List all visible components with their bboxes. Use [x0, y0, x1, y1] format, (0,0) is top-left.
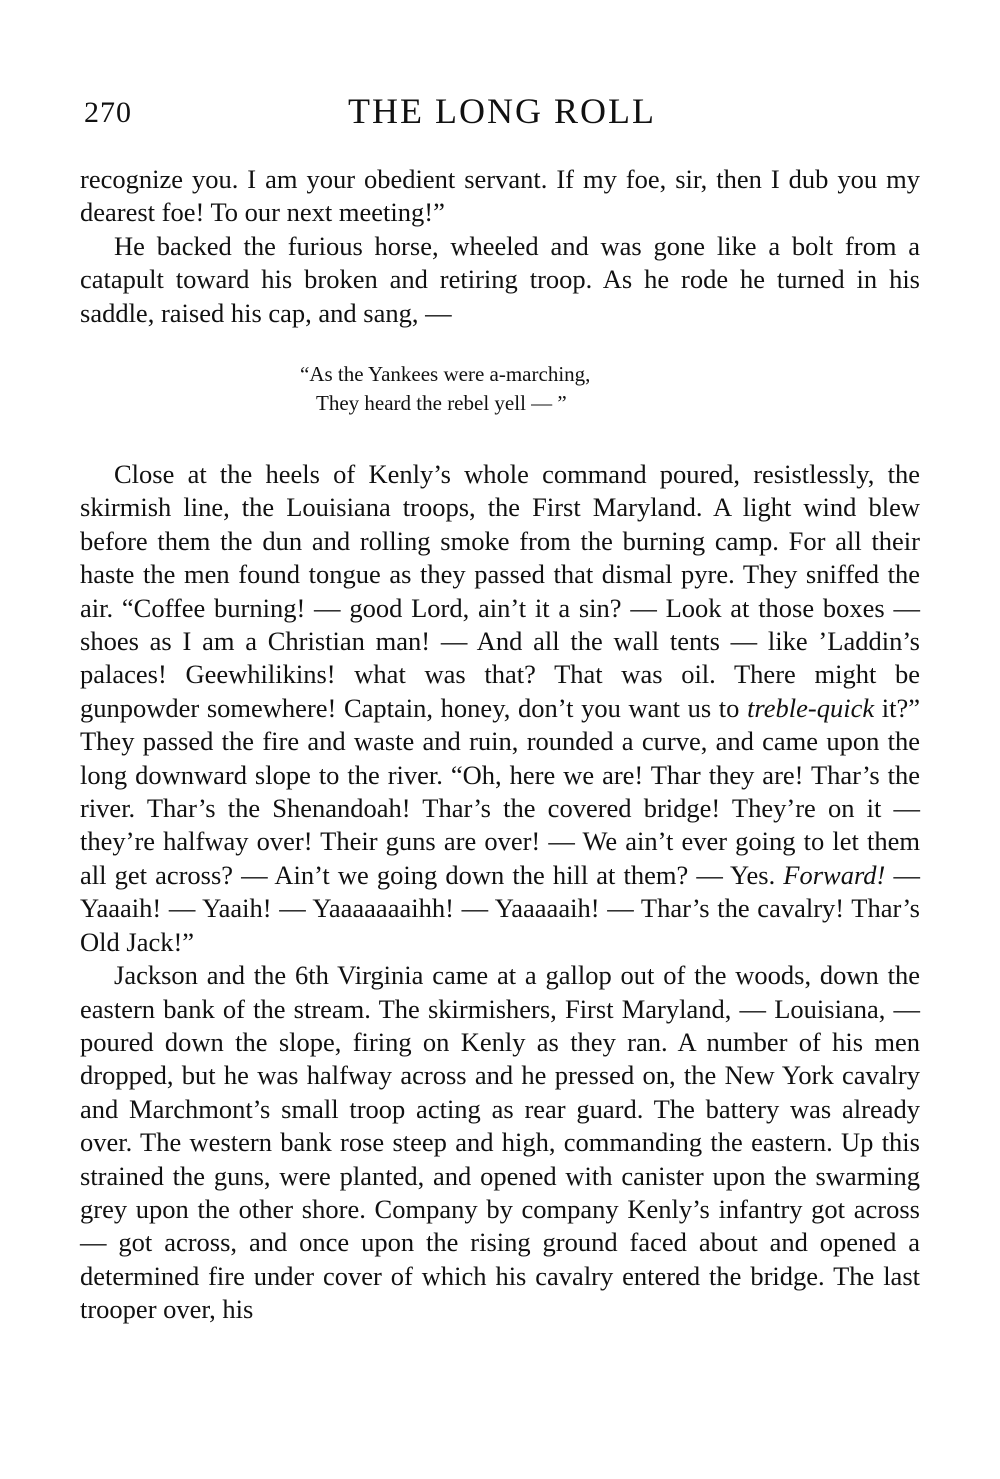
text-block-main	[80, 458, 920, 1327]
running-title: THE LONG ROLL	[348, 91, 656, 131]
paragraph-text: — Yaaaih! — Yaaih! — Yaaaaaaaihh! — Yaaaaaih! — Thar’s the cavalry! Thar’s Old Jack!”	[80, 859, 920, 957]
page-number: 270	[84, 96, 132, 129]
italic-text: Forward!	[783, 859, 886, 890]
paragraph-text: it?” They passed the fire and waste and ruin, rounded a curve, and came upon the long downward slope to the river. “Oh, here we are! Thar they are! Thar’s the river. Thar’s the Shenandoah! Thar’s the covered bridge! They’re on it — they’re halfway over! Their guns are over! — We ain’t ever going to let them all get across? — Ain’t we going down the hill at them? — Yes.	[80, 692, 920, 890]
text-block-top	[80, 163, 920, 330]
page-header	[84, 86, 920, 138]
italic-text: treble-quick	[747, 692, 875, 723]
paragraph-text: Close at the heels of Kenly’s whole command poured, resistlessly, the skirmish line, the Louisiana troops, the First Maryland. A light wind blew before them the dun and rolling smoke from the burning camp. For all their haste the men found tongue as they passed that dismal pyre. They sniffed the air. “Coffee burning! — good Lord, ain’t it a sin? — Look at those boxes — shoes as I am a Christian man! — And all the wall tents — like ’Laddin’s palaces! Geewhilikins! what was that? That was oil. There might be gunpowder somewhere! Captain, honey, don’t you want us to	[80, 459, 920, 723]
verse-line: They heard the rebel yell — ”	[316, 391, 567, 415]
paragraph-continued: recognize you. I am your obedient servant. If my foe, sir, then I dub you my dearest foe! To our next meeting!”	[80, 164, 920, 228]
paragraph: Jackson and the 6th Virginia came at a gallop out of the woods, down the eastern bank of the stream. The skirmishers, First Maryland, — Louisiana, — poured down the slope, firing on Kenly as they ran. A number of his men dropped, but he was halfway across and he pressed on, the New York cavalry and Marchmont’s small troop acting as rear guard. The battery was already over. The western bank rose steep and high, commanding the eastern. Up this strained the guns, were planted, and opened with canister upon the swarming grey upon the other shore. Company by company Kenly’s infantry got across — got across, and once upon the rising ground faced about and opened a determined fire under cover of which his cavalry entered the bridge. The last trooper over, his	[80, 960, 920, 1325]
verse-line: “As the Yankees were a-marching,	[300, 362, 591, 386]
paragraph	[80, 458, 920, 959]
verse-quote	[300, 360, 760, 418]
paragraph: He backed the furious horse, wheeled and was gone like a bolt from a catapult toward his broken and retiring troop. As he rode he turned in his saddle, raised his cap, and sang, —	[80, 230, 920, 328]
